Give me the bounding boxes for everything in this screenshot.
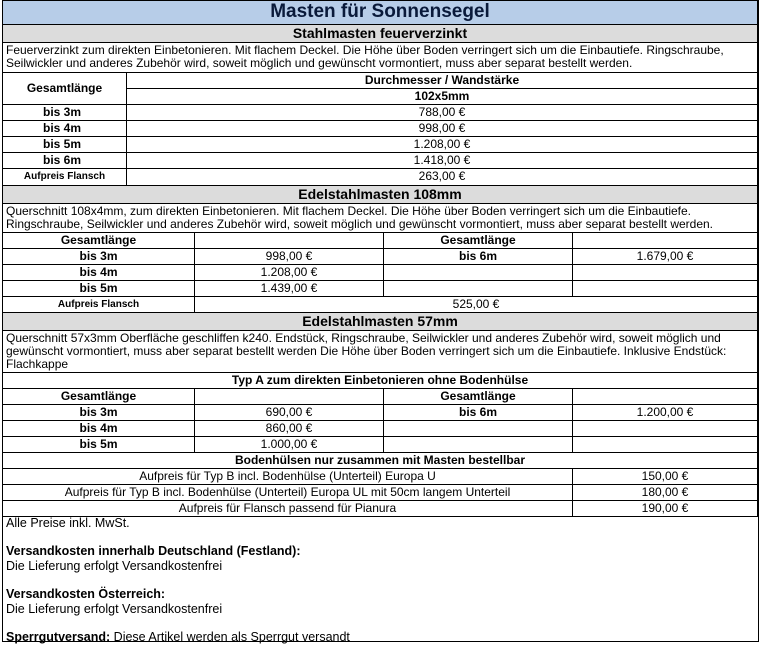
section-heading-stahl: Stahlmasten feuerverzinkt xyxy=(3,25,758,43)
empty-cell xyxy=(384,421,573,437)
stahl-row-price: 998,00 € xyxy=(127,121,758,137)
empty-cell xyxy=(384,437,573,453)
edel108-row-price-2: 1.679,00 € xyxy=(573,249,758,265)
price-sheet xyxy=(2,0,759,642)
vat-note: Alle Preise inkl. MwSt. xyxy=(6,516,130,530)
shipping-at-text: Die Lieferung erfolgt Versandkostenfrei xyxy=(6,602,223,616)
extra-price: 150,00 € xyxy=(573,469,758,485)
empty-cell xyxy=(573,389,758,405)
extra-label: Aufpreis für Typ B incl. Bodenhülse (Unterteil) Europa U xyxy=(3,469,573,485)
edel108-row-label: bis 4m xyxy=(3,265,195,281)
footer-notes xyxy=(6,516,754,645)
edel57-col-length-2: Gesamtlänge xyxy=(384,389,573,405)
stahl-flange-label: Aufpreis Flansch xyxy=(3,169,127,186)
edel57-row-price: 690,00 € xyxy=(195,405,384,421)
edel57-row-label: bis 3m xyxy=(3,405,195,421)
stahl-col-size: 102x5mm xyxy=(127,89,758,105)
edel57-sleeve-heading: Bodenhülsen nur zusammen mit Masten bestellbar xyxy=(3,453,758,469)
stahl-row-price: 1.418,00 € xyxy=(127,153,758,169)
edel57-row-price: 860,00 € xyxy=(195,421,384,437)
extra-price: 180,00 € xyxy=(573,485,758,501)
stahl-row-label: bis 3m xyxy=(3,105,127,121)
edel57-type-a-heading: Typ A zum direkten Einbetonieren ohne Bodenhülse xyxy=(3,373,758,389)
edel57-row-label: bis 4m xyxy=(3,421,195,437)
stahl-row-label: bis 6m xyxy=(3,153,127,169)
shipping-at-title: Versandkosten Österreich: xyxy=(6,587,166,601)
empty-cell xyxy=(573,281,758,297)
bulky-text: Diese Artikel werden als Sperrgut versandt xyxy=(110,630,350,644)
empty-cell xyxy=(195,233,384,249)
section-heading-edel57: Edelstahlmasten 57mm xyxy=(3,313,758,331)
shipping-de-title: Versandkosten innerhalb Deutschland (Festland): xyxy=(6,544,301,558)
edel108-row-price: 1.439,00 € xyxy=(195,281,384,297)
empty-cell xyxy=(384,265,573,281)
edel108-flange-label: Aufpreis Flansch xyxy=(3,297,195,313)
edel108-flange-price: 525,00 € xyxy=(195,297,758,313)
page-title: Masten für Sonnensegel xyxy=(3,1,758,25)
empty-cell xyxy=(573,233,758,249)
edel57-row-label: bis 5m xyxy=(3,437,195,453)
edel108-row-label-2: bis 6m xyxy=(384,249,573,265)
edel108-row-label: bis 3m xyxy=(3,249,195,265)
edel57-col-length: Gesamtlänge xyxy=(3,389,195,405)
bulky-title: Sperrgutversand: xyxy=(6,630,111,644)
stahl-row-price: 1.208,00 € xyxy=(127,137,758,153)
shipping-de-text: Die Lieferung erfolgt Versandkostenfrei xyxy=(6,559,223,573)
extra-label: Aufpreis für Typ B incl. Bodenhülse (Unterteil) Europa UL mit 50cm langem Unterteil xyxy=(3,485,573,501)
edel108-row-price: 998,00 € xyxy=(195,249,384,265)
edel57-description: Querschnitt 57x3mm Oberfläche geschliffen k240. Endstück, Ringschraube, Seilwickler und anderes Zubehör wird, soweit möglich und gewünscht vormontiert, muss aber separat bestellt werden Die Höhe über Boden verringert sich um die Einbautiefe. Inklusive Endstück: Flachkappe xyxy=(3,331,758,373)
stahl-row-label: bis 5m xyxy=(3,137,127,153)
edel57-row-price-2: 1.200,00 € xyxy=(573,405,758,421)
stahl-col-length: Gesamtlänge xyxy=(3,73,127,105)
edel108-row-label: bis 5m xyxy=(3,281,195,297)
extra-price: 190,00 € xyxy=(573,501,758,517)
edel57-row-label-2: bis 6m xyxy=(384,405,573,421)
edel108-col-length-2: Gesamtlänge xyxy=(384,233,573,249)
empty-cell xyxy=(573,421,758,437)
extra-label: Aufpreis für Flansch passend für Pianura xyxy=(3,501,573,517)
empty-cell xyxy=(573,265,758,281)
stahl-row-label: bis 4m xyxy=(3,121,127,137)
stahl-row-price: 788,00 € xyxy=(127,105,758,121)
edel57-row-price: 1.000,00 € xyxy=(195,437,384,453)
empty-cell xyxy=(573,437,758,453)
edel108-col-length: Gesamtlänge xyxy=(3,233,195,249)
edel108-row-price: 1.208,00 € xyxy=(195,265,384,281)
stahl-flange-price: 263,00 € xyxy=(127,169,758,186)
edel108-description: Querschnitt 108x4mm, zum direkten Einbetonieren. Mit flachem Deckel. Die Höhe über Boden verringert sich um die Einbautiefe. Ringschraube, Seilwickler und anderes Zubehör wird, soweit möglich und gewünscht vormontiert, muss aber separat bestellt werden. xyxy=(3,204,758,233)
bulky-note xyxy=(6,630,754,645)
stahl-col-diameter: Durchmesser / Wandstärke xyxy=(127,73,758,89)
section-heading-edel108: Edelstahlmasten 108mm xyxy=(3,186,758,204)
empty-cell xyxy=(384,281,573,297)
empty-cell xyxy=(195,389,384,405)
stahl-description: Feuerverzinkt zum direkten Einbetonieren. Mit flachem Deckel. Die Höhe über Boden verringert sich um die Einbautiefe. Ringschraube, Seilwickler und anderes Zubehör wird, soweit möglich und gewünscht vormontiert, muss aber separat bestellt werden. xyxy=(3,43,758,73)
